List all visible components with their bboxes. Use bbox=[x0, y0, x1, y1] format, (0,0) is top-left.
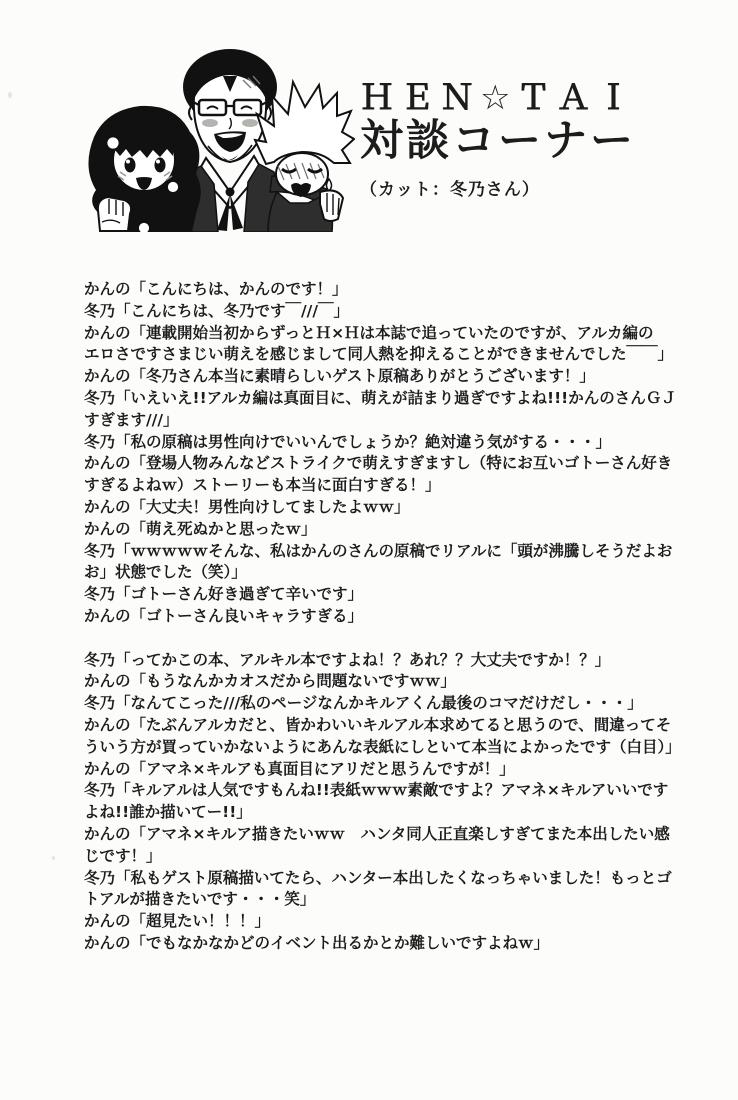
dialogue-line: かんの「ゴトーさん良いキャラすぎる」 bbox=[84, 606, 364, 625]
title-block bbox=[360, 80, 680, 200]
dialogue-line: 冬乃「私もゲスト原稿描いてたら、ハンター本出したくなっちゃいました！もっとゴ bbox=[84, 868, 672, 887]
dialogue-line: かんの「萌え死ぬかと思ったｗ」 bbox=[84, 519, 317, 538]
dialogue-line: かんの「大丈夫！男性向けしてましたよｗｗ」 bbox=[84, 497, 410, 516]
girl-figure bbox=[88, 106, 200, 232]
dialogue-line: すぎます///」 bbox=[84, 410, 179, 429]
dialogue-line: 冬乃「ｗｗｗｗｗそんな、私はかんのさんの原稿でリアルに「頭が沸騰しそうだよお bbox=[84, 541, 673, 560]
dialogue-line: かんの「アマネ×キルア描きたいｗｗ ハンタ同人正直楽しすぎてまた本出したい感 bbox=[84, 824, 670, 843]
illustration-credit: （カット：冬乃さん） bbox=[360, 179, 540, 200]
dialogue-line: 冬乃「いえいえ!!アルカ編は真面目に、萌えが詰まり過ぎですよね!!!かんのさんＧＪ bbox=[84, 388, 677, 407]
dialogue-line: かんの「登場人物みんなどストライクで萌えすぎますし（特にお互いゴトーさん好き bbox=[84, 454, 673, 473]
dialogue-line: 冬乃「私の原稿は男性向けでいいんでしょうか？絶対違う気がする・・・」 bbox=[84, 432, 612, 451]
dialogue-line: かんの「もうなんかカオスだから問題ないですｗｗ」 bbox=[84, 672, 456, 691]
dialogue-line: かんの「超見たい！！！」 bbox=[84, 912, 271, 931]
dialogue-line: かんの「でもなかなかどのイベント出るかとか難しいですよねｗ」 bbox=[84, 933, 550, 952]
dialogue-line: 冬乃「キルアルは人気ですもんね!!表紙ｗｗｗ素敵ですよ？アマネ×キルアいいです bbox=[84, 781, 669, 800]
dialogue-line: エロさですさまじい萌えを感じまして同人熱を抑えることができませんでした￣￣」 bbox=[84, 345, 674, 364]
dialogue-line: かんの「冬乃さん本当に素晴らしいゲスト原稿ありがとうございます！」 bbox=[84, 367, 595, 386]
scan-speck bbox=[8, 92, 12, 98]
dialogue-line: かんの「こんにちは、かんのです！」 bbox=[84, 280, 348, 298]
page-title-japanese: 対談コーナー bbox=[360, 116, 636, 167]
dialogue-line: かんの「連載開始当初からずっとＨ×Ｈは本誌で追っていたのですが、アルカ編の bbox=[84, 323, 654, 342]
sweat-drop bbox=[327, 179, 332, 191]
hair-pompom bbox=[107, 137, 120, 150]
scan-speck bbox=[52, 856, 55, 860]
hair-pompom bbox=[167, 181, 179, 193]
page-title-latin: ＨＥＮ☆ＴＡＩ bbox=[360, 78, 637, 118]
dialogue-line: ういう方が買っていかないようにあんな表紙にしといて本当によかったです（白目）」 bbox=[84, 737, 681, 756]
dialogue-line: 冬乃「なんてこった///私のページなんかキルアくん最後のコマだけだし・・・」 bbox=[84, 694, 643, 713]
dialogue-line bbox=[84, 628, 704, 650]
dialogue-line: じです！」 bbox=[84, 846, 162, 865]
hand-on-shoulder bbox=[320, 190, 343, 221]
dialogue-line: 冬乃「ってかこの本、アルキル本ですよね！？あれ？？大丈夫ですか！？」 bbox=[84, 650, 611, 669]
dialogue-line: よね!!誰か描いてー!!」 bbox=[84, 803, 252, 822]
dialogue-line: トアルが描きたいです・・・笑」 bbox=[84, 890, 316, 909]
dialogue-line: 冬乃「ゴトーさん好き過ぎて辛いです」 bbox=[84, 585, 364, 604]
dialogue bbox=[84, 279, 704, 955]
header-illustration bbox=[80, 42, 355, 232]
dialogue-line: お」状態でした（笑）」 bbox=[84, 563, 247, 582]
raised-fist bbox=[98, 197, 131, 231]
dialogue-line: 冬乃「こんにちは、冬乃です￣///￣」 bbox=[84, 301, 349, 320]
dialogue-line: かんの「アマネ×キルアも真面目にアリだと思うんですが！」 bbox=[84, 759, 515, 778]
dialogue-line: かんの「たぶんアルカだと、皆かわいいキルアル本求めてると思うので、間違ってそ bbox=[84, 715, 672, 734]
dialogue-line: すぎるよねｗ）ストーリーも本当に面白すぎる！」 bbox=[84, 476, 441, 495]
hair-pompom bbox=[138, 222, 150, 232]
